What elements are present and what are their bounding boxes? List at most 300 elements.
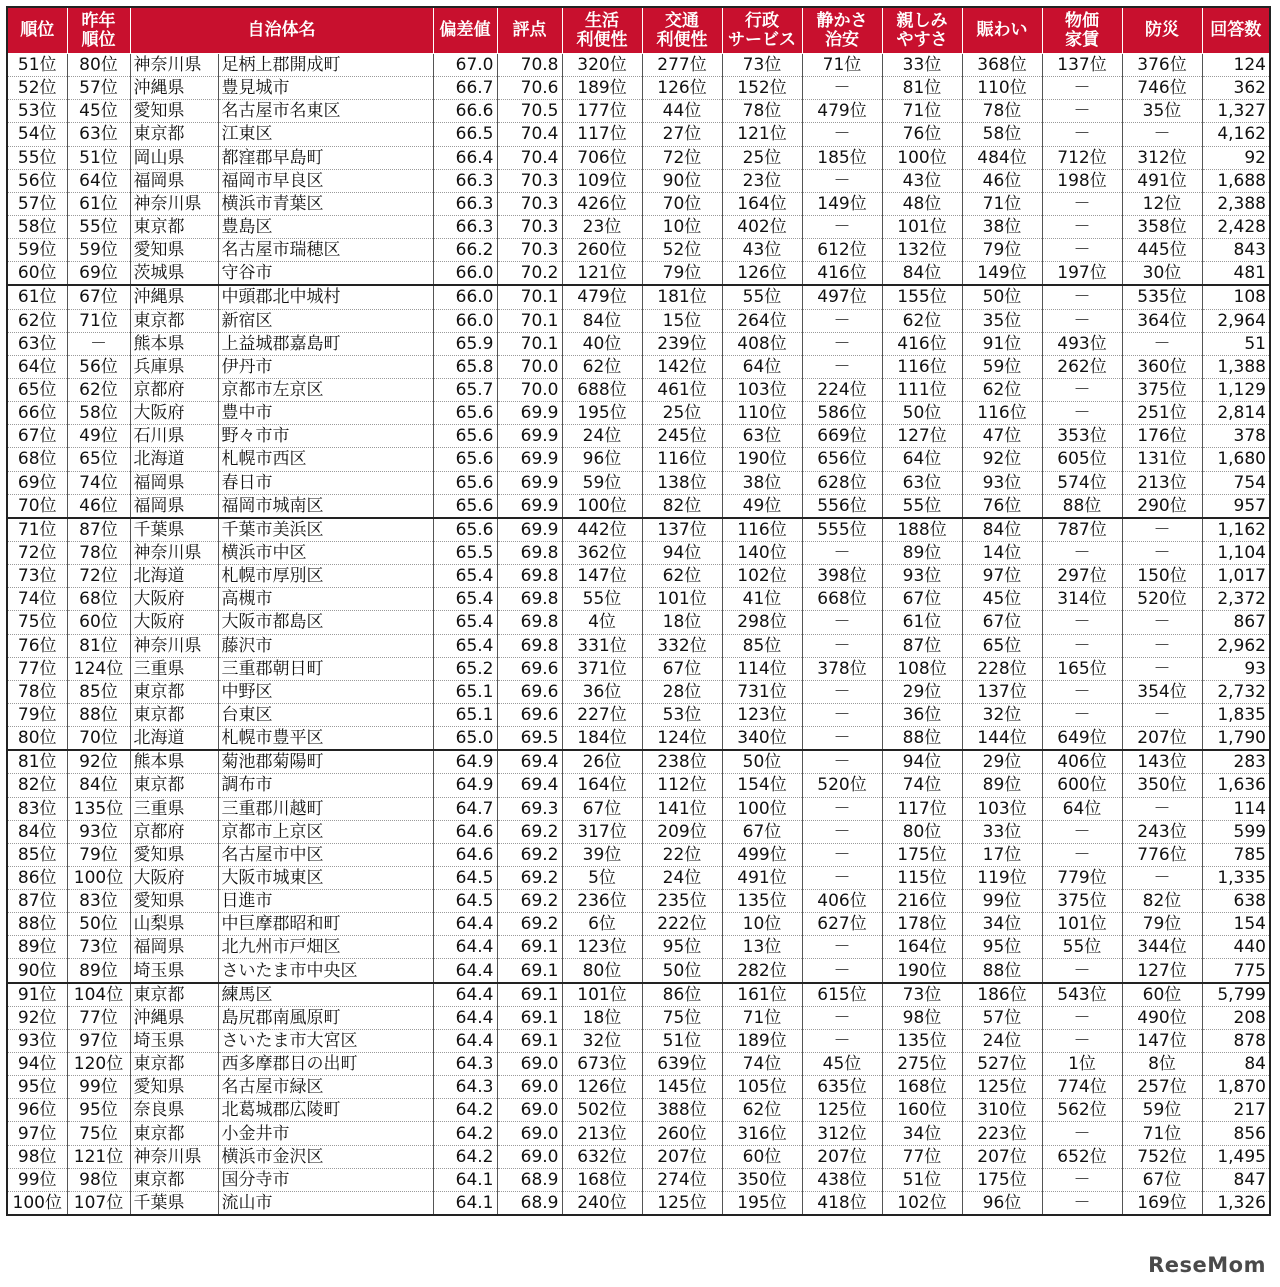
disaster-cell: 376位: [1122, 54, 1202, 77]
municipality-cell: 台東区: [218, 703, 433, 726]
living-cell: 23位: [562, 215, 642, 238]
admin-cell: 23位: [722, 169, 802, 192]
table-row: [7, 983, 1270, 1007]
score-cell: 69.6: [497, 657, 562, 680]
friendliness-cell: 93位: [882, 565, 962, 588]
liveliness-cell: 228位: [962, 657, 1042, 680]
prefecture-cell: 東京都: [130, 123, 218, 146]
friendliness-cell: 80位: [882, 820, 962, 843]
prev-rank-cell: 62位: [67, 378, 130, 401]
prefecture-cell: 福岡県: [130, 936, 218, 959]
rank-cell: 80位: [7, 727, 67, 751]
liveliness-cell: 76位: [962, 494, 1042, 518]
table-row: [7, 797, 1270, 820]
prices-cell: 605位: [1042, 448, 1122, 471]
prefecture-cell: 石川県: [130, 425, 218, 448]
living-cell: 213位: [562, 1122, 642, 1145]
responses-cell: 856: [1202, 1122, 1270, 1145]
table-row: [7, 680, 1270, 703]
rank-cell: 71位: [7, 518, 67, 542]
prev-rank-cell: 70位: [67, 727, 130, 751]
prev-rank-cell: 75位: [67, 1122, 130, 1145]
municipality-cell: 札幌市西区: [218, 448, 433, 471]
prefecture-cell: 愛知県: [130, 890, 218, 913]
prefecture-cell: 沖縄県: [130, 77, 218, 100]
admin-cell: 499位: [722, 843, 802, 866]
rank-cell: 100位: [7, 1191, 67, 1215]
table-row: [7, 1076, 1270, 1099]
disaster-cell: 535位: [1122, 285, 1202, 309]
friendliness-cell: 132位: [882, 239, 962, 262]
rank-cell: 63位: [7, 332, 67, 355]
disaster-cell: 445位: [1122, 239, 1202, 262]
prefecture-cell: 北海道: [130, 565, 218, 588]
quiet-cell: －: [802, 843, 882, 866]
deviation-cell: 64.2: [433, 1145, 497, 1168]
disaster-cell: －: [1122, 657, 1202, 680]
liveliness-cell: 125位: [962, 1076, 1042, 1099]
friendliness-cell: 51位: [882, 1168, 962, 1191]
quiet-cell: 149位: [802, 192, 882, 215]
living-cell: 147位: [562, 565, 642, 588]
table-row: [7, 866, 1270, 889]
prev-rank-cell: 51位: [67, 146, 130, 169]
liveliness-cell: 93位: [962, 471, 1042, 494]
living-cell: 479位: [562, 285, 642, 309]
responses-cell: 1,680: [1202, 448, 1270, 471]
table-body: [7, 54, 1270, 1216]
responses-cell: 1,335: [1202, 866, 1270, 889]
disaster-cell: 150位: [1122, 565, 1202, 588]
responses-cell: 1,104: [1202, 541, 1270, 564]
prev-rank-cell: 87位: [67, 518, 130, 542]
prefecture-cell: 京都府: [130, 378, 218, 401]
responses-cell: 51: [1202, 332, 1270, 355]
prices-cell: 101位: [1042, 913, 1122, 936]
friendliness-cell: 100位: [882, 146, 962, 169]
admin-cell: 140位: [722, 541, 802, 564]
prev-rank-cell: 98位: [67, 1168, 130, 1191]
liveliness-cell: 310位: [962, 1099, 1042, 1122]
prefecture-cell: 茨城県: [130, 262, 218, 286]
deviation-cell: 65.6: [433, 425, 497, 448]
friendliness-cell: 102位: [882, 1191, 962, 1215]
responses-cell: 283: [1202, 750, 1270, 774]
table-row: [7, 332, 1270, 355]
rank-cell: 90位: [7, 959, 67, 983]
responses-cell: 154: [1202, 913, 1270, 936]
rank-cell: 56位: [7, 169, 67, 192]
rank-cell: 72位: [7, 541, 67, 564]
disaster-cell: 257位: [1122, 1076, 1202, 1099]
liveliness-cell: 527位: [962, 1053, 1042, 1076]
rank-cell: 58位: [7, 215, 67, 238]
prev-rank-cell: 107位: [67, 1191, 130, 1215]
score-cell: 69.2: [497, 820, 562, 843]
deviation-cell: 66.4: [433, 146, 497, 169]
deviation-cell: 64.7: [433, 797, 497, 820]
deviation-cell: 65.6: [433, 518, 497, 542]
friendliness-cell: 116位: [882, 355, 962, 378]
responses-cell: 1,017: [1202, 565, 1270, 588]
prev-rank-cell: 64位: [67, 169, 130, 192]
prices-cell: －: [1042, 215, 1122, 238]
liveliness-cell: 50位: [962, 285, 1042, 309]
liveliness-cell: 65位: [962, 634, 1042, 657]
living-cell: 706位: [562, 146, 642, 169]
quiet-cell: －: [802, 797, 882, 820]
prefecture-cell: 埼玉県: [130, 1029, 218, 1052]
responses-cell: 867: [1202, 611, 1270, 634]
living-cell: 688位: [562, 378, 642, 401]
transport-cell: 126位: [642, 77, 722, 100]
friendliness-cell: 98位: [882, 1006, 962, 1029]
transport-cell: 141位: [642, 797, 722, 820]
friendliness-cell: 88位: [882, 727, 962, 751]
quiet-cell: 185位: [802, 146, 882, 169]
responses-cell: 2,814: [1202, 402, 1270, 425]
prev-rank-cell: 72位: [67, 565, 130, 588]
living-cell: 55位: [562, 588, 642, 611]
disaster-cell: －: [1122, 611, 1202, 634]
score-cell: 69.4: [497, 774, 562, 797]
admin-cell: 154位: [722, 774, 802, 797]
deviation-cell: 64.2: [433, 1099, 497, 1122]
prices-cell: －: [1042, 703, 1122, 726]
table-row: [7, 54, 1270, 77]
admin-cell: 298位: [722, 611, 802, 634]
table-row: [7, 518, 1270, 542]
liveliness-cell: 99位: [962, 890, 1042, 913]
responses-cell: 4,162: [1202, 123, 1270, 146]
transport-cell: 95位: [642, 936, 722, 959]
table-row: [7, 1029, 1270, 1052]
rank-cell: 67位: [7, 425, 67, 448]
municipality-cell: 名古屋市中区: [218, 843, 433, 866]
admin-cell: 60位: [722, 1145, 802, 1168]
prev-rank-cell: 61位: [67, 192, 130, 215]
living-cell: 24位: [562, 425, 642, 448]
table-row: [7, 471, 1270, 494]
prev-rank-cell: 78位: [67, 541, 130, 564]
prefecture-cell: 東京都: [130, 1122, 218, 1145]
disaster-cell: 251位: [1122, 402, 1202, 425]
deviation-cell: 65.1: [433, 703, 497, 726]
header-living-convenience: 生活 利便性: [562, 7, 642, 54]
admin-cell: 10位: [722, 913, 802, 936]
prev-rank-cell: 124位: [67, 657, 130, 680]
table-row: [7, 146, 1270, 169]
prefecture-cell: 神奈川県: [130, 541, 218, 564]
prefecture-cell: 三重県: [130, 657, 218, 680]
prices-cell: 1位: [1042, 1053, 1122, 1076]
disaster-cell: 375位: [1122, 378, 1202, 401]
disaster-cell: 59位: [1122, 1099, 1202, 1122]
municipality-cell: 上益城郡嘉島町: [218, 332, 433, 355]
rank-cell: 88位: [7, 913, 67, 936]
municipality-cell: 流山市: [218, 1191, 433, 1215]
transport-cell: 245位: [642, 425, 722, 448]
table-row: [7, 100, 1270, 123]
prefecture-cell: 大阪府: [130, 866, 218, 889]
prev-rank-cell: 80位: [67, 54, 130, 77]
responses-cell: 1,162: [1202, 518, 1270, 542]
admin-cell: 49位: [722, 494, 802, 518]
prices-cell: 55位: [1042, 936, 1122, 959]
liveliness-cell: 71位: [962, 192, 1042, 215]
liveliness-cell: 223位: [962, 1122, 1042, 1145]
table-row: [7, 355, 1270, 378]
score-cell: 69.4: [497, 750, 562, 774]
score-cell: 68.9: [497, 1191, 562, 1215]
friendliness-cell: 73位: [882, 983, 962, 1007]
transport-cell: 53位: [642, 703, 722, 726]
municipality-cell: 福岡市早良区: [218, 169, 433, 192]
liveliness-cell: 484位: [962, 146, 1042, 169]
liveliness-cell: 88位: [962, 959, 1042, 983]
prefecture-cell: 熊本県: [130, 750, 218, 774]
admin-cell: 164位: [722, 192, 802, 215]
liveliness-cell: 67位: [962, 611, 1042, 634]
liveliness-cell: 34位: [962, 913, 1042, 936]
friendliness-cell: 84位: [882, 262, 962, 286]
score-cell: 69.9: [497, 494, 562, 518]
prev-rank-cell: 56位: [67, 355, 130, 378]
living-cell: 59位: [562, 471, 642, 494]
deviation-cell: 65.6: [433, 494, 497, 518]
quiet-cell: 497位: [802, 285, 882, 309]
rank-cell: 55位: [7, 146, 67, 169]
liveliness-cell: 45位: [962, 588, 1042, 611]
table-row: [7, 657, 1270, 680]
rank-cell: 81位: [7, 750, 67, 774]
municipality-cell: 三重郡朝日町: [218, 657, 433, 680]
friendliness-cell: 175位: [882, 843, 962, 866]
friendliness-cell: 76位: [882, 123, 962, 146]
living-cell: 67位: [562, 797, 642, 820]
municipality-cell: 新宿区: [218, 309, 433, 332]
liveliness-cell: 103位: [962, 797, 1042, 820]
responses-cell: 84: [1202, 1053, 1270, 1076]
transport-cell: 72位: [642, 146, 722, 169]
score-cell: 69.0: [497, 1099, 562, 1122]
quiet-cell: 635位: [802, 1076, 882, 1099]
rank-cell: 69位: [7, 471, 67, 494]
admin-cell: 114位: [722, 657, 802, 680]
prefecture-cell: 大阪府: [130, 402, 218, 425]
transport-cell: 10位: [642, 215, 722, 238]
rank-cell: 73位: [7, 565, 67, 588]
prefecture-cell: 愛知県: [130, 239, 218, 262]
prices-cell: 262位: [1042, 355, 1122, 378]
header-friendliness: 親しみ やすさ: [882, 7, 962, 54]
deviation-cell: 64.6: [433, 843, 497, 866]
admin-cell: 67位: [722, 820, 802, 843]
prices-cell: 165位: [1042, 657, 1122, 680]
prev-rank-cell: 120位: [67, 1053, 130, 1076]
living-cell: 26位: [562, 750, 642, 774]
friendliness-cell: 188位: [882, 518, 962, 542]
table-row: [7, 77, 1270, 100]
score-cell: 69.8: [497, 565, 562, 588]
deviation-cell: 65.6: [433, 448, 497, 471]
table-row: [7, 727, 1270, 751]
municipality-cell: 札幌市厚別区: [218, 565, 433, 588]
living-cell: 100位: [562, 494, 642, 518]
responses-cell: 599: [1202, 820, 1270, 843]
score-cell: 69.9: [497, 402, 562, 425]
living-cell: 227位: [562, 703, 642, 726]
header-responses: 回答数: [1202, 7, 1270, 54]
rank-cell: 95位: [7, 1076, 67, 1099]
liveliness-cell: 38位: [962, 215, 1042, 238]
prev-rank-cell: 67位: [67, 285, 130, 309]
admin-cell: 116位: [722, 518, 802, 542]
deviation-cell: 64.1: [433, 1168, 497, 1191]
disaster-cell: 312位: [1122, 146, 1202, 169]
rank-cell: 92位: [7, 1006, 67, 1029]
prices-cell: 649位: [1042, 727, 1122, 751]
score-cell: 69.1: [497, 1006, 562, 1029]
admin-cell: 282位: [722, 959, 802, 983]
quiet-cell: 656位: [802, 448, 882, 471]
prefecture-cell: 三重県: [130, 797, 218, 820]
table-row: [7, 448, 1270, 471]
municipality-cell: 中巨摩郡昭和町: [218, 913, 433, 936]
disaster-cell: 491位: [1122, 169, 1202, 192]
transport-cell: 15位: [642, 309, 722, 332]
quiet-cell: －: [802, 215, 882, 238]
deviation-cell: 64.4: [433, 1006, 497, 1029]
friendliness-cell: 50位: [882, 402, 962, 425]
deviation-cell: 64.2: [433, 1122, 497, 1145]
prev-rank-cell: 58位: [67, 402, 130, 425]
liveliness-cell: 47位: [962, 425, 1042, 448]
responses-cell: 957: [1202, 494, 1270, 518]
score-cell: 70.3: [497, 169, 562, 192]
score-cell: 69.2: [497, 913, 562, 936]
prices-cell: －: [1042, 1029, 1122, 1052]
quiet-cell: 555位: [802, 518, 882, 542]
quiet-cell: 520位: [802, 774, 882, 797]
deviation-cell: 64.3: [433, 1053, 497, 1076]
score-cell: 70.4: [497, 123, 562, 146]
disaster-cell: 79位: [1122, 913, 1202, 936]
prev-rank-cell: 83位: [67, 890, 130, 913]
prices-cell: 353位: [1042, 425, 1122, 448]
rank-cell: 98位: [7, 1145, 67, 1168]
transport-cell: 116位: [642, 448, 722, 471]
rank-cell: 79位: [7, 703, 67, 726]
score-cell: 69.1: [497, 959, 562, 983]
rank-cell: 89位: [7, 936, 67, 959]
admin-cell: 402位: [722, 215, 802, 238]
header-transport-convenience: 交通 利便性: [642, 7, 722, 54]
responses-cell: 93: [1202, 657, 1270, 680]
prefecture-cell: 沖縄県: [130, 285, 218, 309]
prefecture-cell: 愛知県: [130, 100, 218, 123]
municipality-cell: 江東区: [218, 123, 433, 146]
admin-cell: 105位: [722, 1076, 802, 1099]
prices-cell: －: [1042, 611, 1122, 634]
header-prev-rank: 昨年 順位: [67, 7, 130, 54]
deviation-cell: 65.4: [433, 565, 497, 588]
prices-cell: 779位: [1042, 866, 1122, 889]
score-cell: 69.5: [497, 727, 562, 751]
municipality-cell: 北葛城郡広陵町: [218, 1099, 433, 1122]
prices-cell: －: [1042, 77, 1122, 100]
disaster-cell: －: [1122, 703, 1202, 726]
prev-rank-cell: 121位: [67, 1145, 130, 1168]
transport-cell: 238位: [642, 750, 722, 774]
living-cell: 121位: [562, 262, 642, 286]
responses-cell: 847: [1202, 1168, 1270, 1191]
admin-cell: 121位: [722, 123, 802, 146]
transport-cell: 260位: [642, 1122, 722, 1145]
quiet-cell: －: [802, 169, 882, 192]
admin-cell: 85位: [722, 634, 802, 657]
prices-cell: －: [1042, 1006, 1122, 1029]
friendliness-cell: 216位: [882, 890, 962, 913]
header-score: 評点: [497, 7, 562, 54]
resemom-logo: ReseMom: [1148, 1253, 1266, 1277]
deviation-cell: 66.0: [433, 285, 497, 309]
quiet-cell: 669位: [802, 425, 882, 448]
living-cell: 62位: [562, 355, 642, 378]
transport-cell: 461位: [642, 378, 722, 401]
score-cell: 70.1: [497, 332, 562, 355]
friendliness-cell: 416位: [882, 332, 962, 355]
deviation-cell: 64.1: [433, 1191, 497, 1215]
prefecture-cell: 北海道: [130, 727, 218, 751]
liveliness-cell: 78位: [962, 100, 1042, 123]
quiet-cell: 416位: [802, 262, 882, 286]
municipality-cell: 横浜市中区: [218, 541, 433, 564]
liveliness-cell: 89位: [962, 774, 1042, 797]
liveliness-cell: 144位: [962, 727, 1042, 751]
friendliness-cell: 81位: [882, 77, 962, 100]
transport-cell: 24位: [642, 866, 722, 889]
prefecture-cell: 東京都: [130, 983, 218, 1007]
prices-cell: 712位: [1042, 146, 1122, 169]
quiet-cell: －: [802, 866, 882, 889]
friendliness-cell: 89位: [882, 541, 962, 564]
quiet-cell: －: [802, 727, 882, 751]
deviation-cell: 64.5: [433, 866, 497, 889]
quiet-cell: 556位: [802, 494, 882, 518]
score-cell: 69.0: [497, 1076, 562, 1099]
prefecture-cell: 東京都: [130, 774, 218, 797]
transport-cell: 125位: [642, 1191, 722, 1215]
prev-rank-cell: 89位: [67, 959, 130, 983]
disaster-cell: 8位: [1122, 1053, 1202, 1076]
score-cell: 70.3: [497, 215, 562, 238]
score-cell: 69.9: [497, 518, 562, 542]
prev-rank-cell: 77位: [67, 1006, 130, 1029]
rank-cell: 94位: [7, 1053, 67, 1076]
prices-cell: －: [1042, 680, 1122, 703]
responses-cell: 1,835: [1202, 703, 1270, 726]
transport-cell: 222位: [642, 913, 722, 936]
disaster-cell: －: [1122, 797, 1202, 820]
municipality-cell: 横浜市青葉区: [218, 192, 433, 215]
admin-cell: 491位: [722, 866, 802, 889]
prices-cell: 64位: [1042, 797, 1122, 820]
responses-cell: 114: [1202, 797, 1270, 820]
quiet-cell: 418位: [802, 1191, 882, 1215]
rank-cell: 86位: [7, 866, 67, 889]
living-cell: 101位: [562, 983, 642, 1007]
